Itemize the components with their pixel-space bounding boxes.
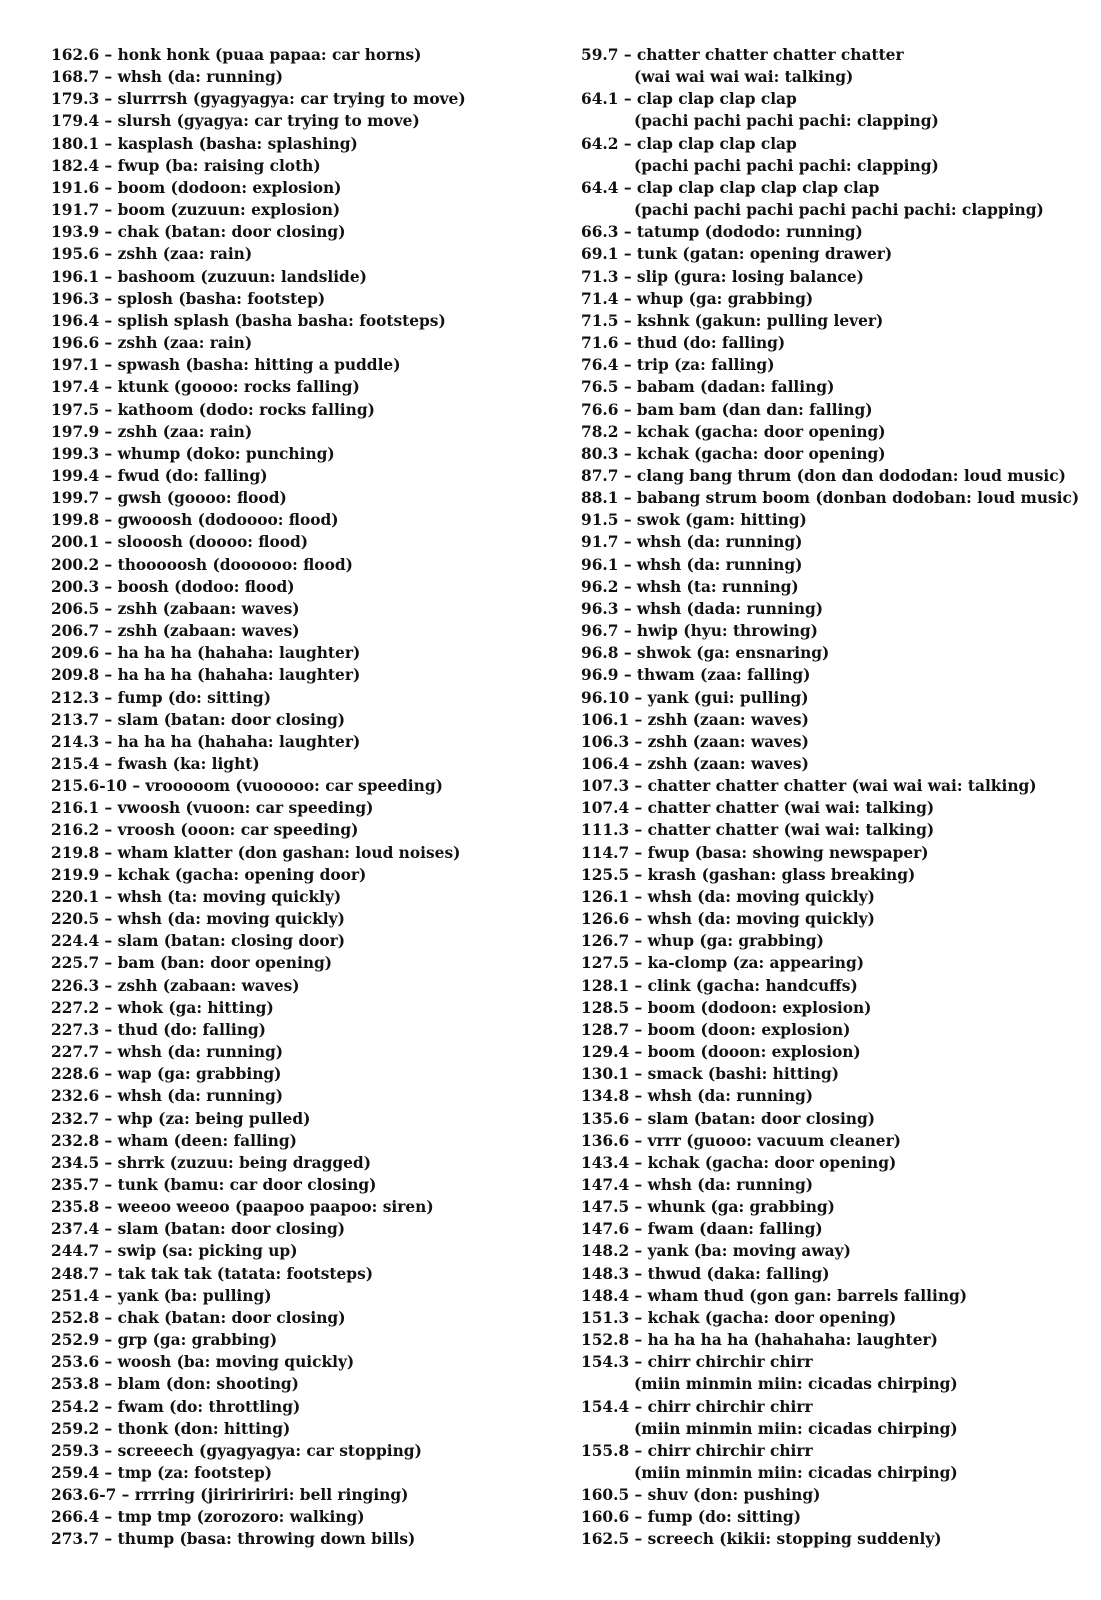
sfx-entry xyxy=(51,753,551,775)
sfx-entry-text: 127.5 – ka-clomp (za: appearing) xyxy=(581,954,864,973)
sfx-entry xyxy=(581,465,1091,487)
sfx-entry xyxy=(51,1484,551,1506)
glossary-column-right xyxy=(581,44,1091,1551)
sfx-entry xyxy=(51,1396,551,1418)
sfx-entry xyxy=(581,664,1091,686)
sfx-entry-text: 259.4 – tmp (za: footstep) xyxy=(51,1464,273,1482)
sfx-entry xyxy=(581,487,1091,509)
sfx-entry xyxy=(581,1085,1091,1107)
sfx-entry xyxy=(51,1041,551,1063)
sfx-entry xyxy=(581,1130,1091,1152)
sfx-entry-text: 199.7 – gwsh (goooo: flood) xyxy=(51,489,287,508)
sfx-entry-text: 147.6 – fwam (daan: falling) xyxy=(581,1220,823,1239)
sfx-entry-text: 244.7 – swip (sa: picking up) xyxy=(51,1242,298,1261)
sfx-entry-text: 214.3 – ha ha ha (hahaha: laughter) xyxy=(51,732,361,751)
sfx-entry-text: 148.4 – wham thud (gon gan: barrels falling) xyxy=(581,1286,968,1305)
sfx-entry-text: 88.1 – babang strum boom (donban dodoban: loud music) xyxy=(581,489,1080,508)
sfx-entry-text: 263.6-7 – rrrring (jiririririri: bell ringing) xyxy=(51,1486,409,1505)
sfx-entry xyxy=(51,133,551,155)
sfx-entry-text: 154.4 – chirr chirchir chirr xyxy=(581,1397,813,1416)
sfx-entry xyxy=(51,997,551,1019)
sfx-entry-text: 168.7 – whsh (da: running) xyxy=(51,68,284,87)
sfx-entry xyxy=(51,221,551,243)
sfx-entry xyxy=(51,1329,551,1351)
sfx-entry-text: 106.4 – zshh (zaan: waves) xyxy=(581,755,809,773)
sfx-entry xyxy=(51,930,551,952)
sfx-entry-text: 195.6 – zshh (zaa: rain) xyxy=(51,245,253,264)
sfx-entry xyxy=(581,332,1091,354)
sfx-entry xyxy=(581,620,1091,642)
sfx-entry-text: 154.3 – chirr chirchir chirr xyxy=(581,1353,813,1372)
sfx-entry xyxy=(581,376,1091,398)
sfx-entry xyxy=(51,1418,551,1440)
sfx-entry xyxy=(581,864,1091,886)
sfx-entry xyxy=(581,842,1091,864)
sfx-entry xyxy=(581,1240,1091,1262)
sfx-entry-text: 136.6 – vrrr (guooo: vacuum cleaner) xyxy=(581,1131,901,1150)
sfx-entry xyxy=(51,1130,551,1152)
sfx-entry-text: 107.3 – chatter chatter chatter (wai wai wai: talking) xyxy=(581,777,1037,796)
sfx-entry-text: 215.4 – fwash (ka: light) xyxy=(51,755,260,773)
sfx-entry xyxy=(581,886,1091,908)
sfx-entry xyxy=(581,642,1091,664)
sfx-entry-text: 200.1 – slooosh (doooo: flood) xyxy=(51,533,309,552)
sfx-entry xyxy=(581,997,1091,1019)
sfx-entry-text: 134.8 – whsh (da: running) xyxy=(581,1087,814,1106)
sfx-entry xyxy=(51,243,551,265)
sfx-entry xyxy=(51,110,551,132)
sfx-entry xyxy=(581,1440,1091,1484)
sfx-entry xyxy=(51,332,551,354)
sfx-entry xyxy=(51,487,551,509)
sfx-entry xyxy=(51,1506,551,1528)
sfx-entry xyxy=(51,1351,551,1373)
sfx-entry xyxy=(581,753,1091,775)
sfx-entry xyxy=(581,576,1091,598)
sfx-entry xyxy=(51,88,551,110)
sfx-entry-text: 148.3 – thwud (daka: falling) xyxy=(581,1264,830,1283)
sfx-entry xyxy=(581,731,1091,753)
sfx-entry-text: 232.8 – wham (deen: falling) xyxy=(51,1131,297,1150)
sfx-entry xyxy=(51,376,551,398)
sfx-entry-continuation: (pachi pachi pachi pachi: clapping) xyxy=(634,156,939,175)
sfx-entry xyxy=(51,1063,551,1085)
sfx-entry-text: 196.3 – splosh (basha: footstep) xyxy=(51,289,326,308)
sfx-entry-text: 66.3 – tatump (dododo: running) xyxy=(581,223,863,242)
sfx-entry-text: 251.4 – yank (ba: pulling) xyxy=(51,1286,272,1305)
sfx-entry xyxy=(581,598,1091,620)
sfx-entry xyxy=(51,44,551,66)
sfx-entry-text: 76.5 – babam (dadan: falling) xyxy=(581,378,835,397)
sfx-entry xyxy=(51,1019,551,1041)
sfx-entry-text: 206.7 – zshh (zabaan: waves) xyxy=(51,622,300,641)
sfx-entry-text: 227.7 – whsh (da: running) xyxy=(51,1043,284,1062)
sfx-entry-text: 213.7 – slam (batan: door closing) xyxy=(51,710,346,729)
sfx-entry xyxy=(51,598,551,620)
sfx-entry xyxy=(51,1085,551,1107)
sfx-entry-text: 209.8 – ha ha ha (hahaha: laughter) xyxy=(51,666,361,685)
sfx-entry-text: 76.6 – bam bam (dan dan: falling) xyxy=(581,400,873,419)
sfx-entry-text: 219.8 – wham klatter (don gashan: loud noises) xyxy=(51,843,461,862)
sfx-entry xyxy=(581,1152,1091,1174)
sfx-entry-text: 226.3 – zshh (zabaan: waves) xyxy=(51,976,300,995)
sfx-entry xyxy=(581,775,1091,797)
sfx-entry-text: 148.2 – yank (ba: moving away) xyxy=(581,1242,851,1261)
sfx-entry-continuation: (miin minmin miin: cicadas chirping) xyxy=(634,1419,958,1438)
sfx-entry xyxy=(51,1108,551,1130)
sfx-entry-text: 200.2 – thooooosh (doooooo: flood) xyxy=(51,555,353,574)
sfx-entry-text: 215.6-10 – vrooooom (vuooooo: car speeding) xyxy=(51,777,443,796)
sfx-entry xyxy=(51,952,551,974)
sfx-entry-text: 71.5 – kshnk (gakun: pulling lever) xyxy=(581,311,884,330)
sfx-entry xyxy=(51,1528,551,1550)
sfx-entry-text: 96.10 – yank (gui: pulling) xyxy=(581,688,809,707)
sfx-entry-text: 126.7 – whup (ga: grabbing) xyxy=(581,932,824,951)
sfx-entry xyxy=(581,266,1091,288)
sfx-entry xyxy=(51,819,551,841)
sfx-entry-text: 64.2 – clap clap clap clap xyxy=(581,134,797,153)
sfx-entry-text: 259.3 – screeech (gyagyagya: car stopping) xyxy=(51,1441,422,1460)
sfx-entry xyxy=(581,1307,1091,1329)
sfx-entry-text: 200.3 – boosh (dodoo: flood) xyxy=(51,577,295,596)
sfx-entry xyxy=(51,465,551,487)
sfx-entry-text: 220.5 – whsh (da: moving quickly) xyxy=(51,910,345,929)
sfx-entry xyxy=(51,354,551,376)
sfx-entry-text: 128.7 – boom (doon: explosion) xyxy=(581,1020,851,1039)
sfx-entry-text: 114.7 – fwup (basa: showing newspaper) xyxy=(581,843,929,862)
sfx-entry xyxy=(51,310,551,332)
sfx-entry xyxy=(51,709,551,731)
sfx-entry xyxy=(51,1240,551,1262)
sfx-entry-text: 235.8 – weeoo weeoo (paapoo paapoo: siren) xyxy=(51,1198,434,1217)
sfx-entry-text: 219.9 – kchak (gacha: opening door) xyxy=(51,865,367,884)
sfx-entry-text: 59.7 – chatter chatter chatter chatter xyxy=(581,46,904,64)
sfx-entry xyxy=(581,819,1091,841)
sfx-entry xyxy=(51,177,551,199)
sfx-entry-text: 232.7 – whp (za: being pulled) xyxy=(51,1109,311,1128)
sfx-entry xyxy=(581,88,1091,132)
sfx-entry-text: 106.3 – zshh (zaan: waves) xyxy=(581,732,809,751)
sfx-entry xyxy=(581,975,1091,997)
glossary-column-left xyxy=(51,44,551,1551)
sfx-entry-text: 111.3 – chatter chatter (wai wai: talking) xyxy=(581,821,935,840)
sfx-entry xyxy=(51,1440,551,1462)
sfx-entry-text: 152.8 – ha ha ha ha (hahahaha: laughter) xyxy=(581,1331,938,1350)
sfx-entry-text: 273.7 – thump (basa: throwing down bills) xyxy=(51,1530,416,1549)
sfx-entry xyxy=(51,886,551,908)
sfx-entry-continuation: (pachi pachi pachi pachi pachi pachi: clapping) xyxy=(634,201,1044,220)
sfx-entry-text: 64.1 – clap clap clap clap xyxy=(581,90,797,109)
sfx-entry-text: 212.3 – fump (do: sitting) xyxy=(51,688,271,707)
sfx-entry-text: 266.4 – tmp tmp (zorozoro: walking) xyxy=(51,1508,365,1527)
sfx-entry xyxy=(581,1263,1091,1285)
sfx-entry-text: 248.7 – tak tak tak (tatata: footsteps) xyxy=(51,1264,374,1283)
sfx-entry xyxy=(51,554,551,576)
sfx-entry-text: 197.1 – spwash (basha: hitting a puddle) xyxy=(51,356,401,375)
sfx-entry xyxy=(581,531,1091,553)
sfx-entry-text: 147.4 – whsh (da: running) xyxy=(581,1175,814,1194)
sfx-entry xyxy=(51,975,551,997)
sfx-entry-text: 196.1 – bashoom (zuzuun: landslide) xyxy=(51,267,367,286)
sfx-entry-text: 71.4 – whup (ga: grabbing) xyxy=(581,289,814,308)
sfx-entry xyxy=(581,1351,1091,1395)
sfx-entry xyxy=(581,1041,1091,1063)
sfx-entry-text: 96.1 – whsh (da: running) xyxy=(581,555,803,574)
sfx-entry-text: 96.2 – whsh (ta: running) xyxy=(581,577,799,596)
sfx-entry xyxy=(581,288,1091,310)
sfx-entry xyxy=(51,797,551,819)
sfx-entry xyxy=(581,310,1091,332)
sfx-entry xyxy=(51,1196,551,1218)
sfx-entry-text: 199.8 – gwooosh (dodoooo: flood) xyxy=(51,511,339,530)
sfx-entry-text: 91.7 – whsh (da: running) xyxy=(581,533,803,552)
sfx-entry xyxy=(581,177,1091,221)
sfx-entry xyxy=(581,509,1091,531)
sfx-entry xyxy=(51,399,551,421)
sfx-entry xyxy=(51,1373,551,1395)
sfx-entry-text: 155.8 – chirr chirchir chirr xyxy=(581,1441,813,1460)
sfx-entry-text: 147.5 – whunk (ga: grabbing) xyxy=(581,1198,835,1217)
sfx-entry xyxy=(51,66,551,88)
sfx-entry-text: 96.9 – thwam (zaa: falling) xyxy=(581,666,811,685)
sfx-entry-text: 91.5 – swok (gam: hitting) xyxy=(581,511,807,530)
sfx-entry-text: 191.6 – boom (dodoon: explosion) xyxy=(51,178,342,197)
sfx-entry-text: 253.6 – woosh (ba: moving quickly) xyxy=(51,1353,355,1372)
sfx-entry-text: 96.3 – whsh (dada: running) xyxy=(581,599,824,618)
sfx-entry xyxy=(581,399,1091,421)
sfx-entry xyxy=(581,952,1091,974)
sfx-entry xyxy=(581,1285,1091,1307)
sfx-entry-text: 232.6 – whsh (da: running) xyxy=(51,1087,284,1106)
sfx-entry xyxy=(581,133,1091,177)
sfx-entry-text: 182.4 – fwup (ba: raising cloth) xyxy=(51,156,321,175)
sfx-entry xyxy=(581,1396,1091,1440)
sfx-entry-text: 254.2 – fwam (do: throttling) xyxy=(51,1397,301,1416)
sfx-entry xyxy=(51,509,551,531)
sfx-entry xyxy=(51,199,551,221)
sfx-entry-text: 224.4 – slam (batan: closing door) xyxy=(51,932,346,951)
sfx-entry-text: 227.3 – thud (do: falling) xyxy=(51,1020,266,1039)
sfx-entry-text: 162.5 – screech (kikii: stopping suddenly) xyxy=(581,1530,942,1549)
sfx-entry-text: 151.3 – kchak (gacha: door opening) xyxy=(581,1308,897,1327)
sfx-entry xyxy=(581,243,1091,265)
sfx-entry xyxy=(51,421,551,443)
sfx-entry xyxy=(51,664,551,686)
sfx-entry-text: 87.7 – clang bang thrum (don dan dododan: loud music) xyxy=(581,466,1066,485)
sfx-entry xyxy=(51,842,551,864)
sfx-entry-text: 160.5 – shuv (don: pushing) xyxy=(581,1486,821,1505)
sfx-entry-text: 129.4 – boom (dooon: explosion) xyxy=(581,1043,861,1062)
sfx-entry-text: 80.3 – kchak (gacha: door opening) xyxy=(581,444,886,463)
sfx-entry-text: 64.4 – clap clap clap clap clap clap xyxy=(581,178,880,197)
sfx-entry xyxy=(581,421,1091,443)
sfx-entry xyxy=(51,1307,551,1329)
sfx-entry xyxy=(581,1506,1091,1528)
sfx-entry xyxy=(51,1263,551,1285)
sfx-entry xyxy=(51,731,551,753)
sfx-entry xyxy=(51,1218,551,1240)
sfx-entry-text: 96.7 – hwip (hyu: throwing) xyxy=(581,622,818,641)
sfx-entry-text: 235.7 – tunk (bamu: car door closing) xyxy=(51,1175,377,1194)
sfx-entry xyxy=(581,908,1091,930)
sfx-entry-text: 234.5 – shrrk (zuzuu: being dragged) xyxy=(51,1153,371,1172)
sfx-entry-text: 209.6 – ha ha ha (hahaha: laughter) xyxy=(51,644,361,663)
sfx-entry xyxy=(51,155,551,177)
sfx-entry xyxy=(581,1329,1091,1351)
sfx-entry-text: 193.9 – chak (batan: door closing) xyxy=(51,223,346,242)
sfx-entry-text: 199.3 – whump (doko: punching) xyxy=(51,444,335,463)
sfx-entry-text: 125.5 – krash (gashan: glass breaking) xyxy=(581,865,916,884)
sfx-entry xyxy=(581,1063,1091,1085)
sfx-entry-text: 196.6 – zshh (zaa: rain) xyxy=(51,334,253,353)
sfx-entry-text: 179.3 – slurrrsh (gyagyagya: car trying to move) xyxy=(51,90,466,109)
sfx-entry-text: 252.9 – grp (ga: grabbing) xyxy=(51,1331,278,1350)
sfx-entry-continuation: (miin minmin miin: cicadas chirping) xyxy=(634,1464,958,1482)
sfx-entry xyxy=(51,266,551,288)
sfx-entry-text: 227.2 – whok (ga: hitting) xyxy=(51,998,274,1017)
sfx-entry-text: 206.5 – zshh (zabaan: waves) xyxy=(51,599,300,618)
sfx-entry-text: 96.8 – shwok (ga: ensnaring) xyxy=(581,644,830,663)
sfx-entry xyxy=(581,354,1091,376)
sfx-entry-text: 126.1 – whsh (da: moving quickly) xyxy=(581,887,875,906)
sfx-entry xyxy=(581,1174,1091,1196)
sfx-entry-text: 130.1 – smack (bashi: hitting) xyxy=(581,1065,840,1084)
sfx-entry xyxy=(51,908,551,930)
sfx-entry-text: 143.4 – kchak (gacha: door opening) xyxy=(581,1153,897,1172)
sfx-entry-text: 126.6 – whsh (da: moving quickly) xyxy=(581,910,875,929)
sfx-entry-text: 252.8 – chak (batan: door closing) xyxy=(51,1308,346,1327)
sfx-entry-text: 197.5 – kathoom (dodo: rocks falling) xyxy=(51,400,375,419)
sfx-entry xyxy=(51,1285,551,1307)
sfx-entry xyxy=(51,1152,551,1174)
sfx-entry-text: 179.4 – slursh (gyagya: car trying to move) xyxy=(51,112,420,131)
sfx-entry xyxy=(51,531,551,553)
sfx-entry-text: 71.3 – slip (gura: losing balance) xyxy=(581,267,864,286)
sfx-entry-text: 71.6 – thud (do: falling) xyxy=(581,334,786,353)
sfx-entry-text: 135.6 – slam (batan: door closing) xyxy=(581,1109,876,1128)
sfx-entry xyxy=(581,1196,1091,1218)
sfx-entry-continuation: (pachi pachi pachi pachi: clapping) xyxy=(634,112,939,131)
sfx-entry-text: 259.2 – thonk (don: hitting) xyxy=(51,1419,291,1438)
sfx-entry-text: 199.4 – fwud (do: falling) xyxy=(51,466,268,485)
sfx-entry-text: 216.1 – vwoosh (vuoon: car speeding) xyxy=(51,799,374,818)
sfx-entry xyxy=(51,288,551,310)
sfx-entry-text: 128.5 – boom (dodoon: explosion) xyxy=(581,998,872,1017)
sfx-entry-text: 76.4 – trip (za: falling) xyxy=(581,356,775,375)
sfx-entry-text: 162.6 – honk honk (puaa papaa: car horns) xyxy=(51,46,422,64)
sfx-entry xyxy=(581,1484,1091,1506)
sfx-entry-text: 216.2 – vroosh (ooon: car speeding) xyxy=(51,821,359,840)
sfx-entry-text: 128.1 – clink (gacha: handcuffs) xyxy=(581,976,858,995)
sfx-entry-text: 237.4 – slam (batan: door closing) xyxy=(51,1220,346,1239)
sfx-entry xyxy=(581,221,1091,243)
sfx-entry xyxy=(51,775,551,797)
sfx-entry xyxy=(581,1108,1091,1130)
sfx-entry xyxy=(51,642,551,664)
sfx-entry-text: 253.8 – blam (don: shooting) xyxy=(51,1375,299,1394)
sfx-entry-text: 106.1 – zshh (zaan: waves) xyxy=(581,710,809,729)
sfx-entry-text: 197.4 – ktunk (goooo: rocks falling) xyxy=(51,378,360,397)
sfx-entry xyxy=(51,443,551,465)
sfx-entry xyxy=(581,1528,1091,1550)
sfx-entry-text: 220.1 – whsh (ta: moving quickly) xyxy=(51,887,342,906)
sfx-entry-text: 225.7 – bam (ban: door opening) xyxy=(51,954,333,973)
sfx-entry-text: 180.1 – kasplash (basha: splashing) xyxy=(51,134,358,153)
sfx-entry-text: 197.9 – zshh (zaa: rain) xyxy=(51,422,253,441)
sfx-entry xyxy=(581,1218,1091,1240)
sfx-entry-text: 107.4 – chatter chatter (wai wai: talking) xyxy=(581,799,935,818)
sfx-entry xyxy=(581,1019,1091,1041)
sfx-entry-text: 191.7 – boom (zuzuun: explosion) xyxy=(51,201,341,220)
sfx-entry xyxy=(51,576,551,598)
sfx-entry xyxy=(51,687,551,709)
sfx-entry-text: 69.1 – tunk (gatan: opening drawer) xyxy=(581,245,893,264)
sfx-entry xyxy=(581,443,1091,465)
sfx-entry xyxy=(581,709,1091,731)
sfx-entry xyxy=(51,1462,551,1484)
sfx-entry-continuation: (miin minmin miin: cicadas chirping) xyxy=(634,1375,958,1394)
sfx-entry-text: 160.6 – fump (do: sitting) xyxy=(581,1508,801,1527)
sfx-entry-text: 196.4 – splish splash (basha basha: footsteps) xyxy=(51,311,446,330)
sfx-entry xyxy=(581,44,1091,88)
sfx-entry-continuation: (wai wai wai wai: talking) xyxy=(634,68,854,87)
sfx-entry xyxy=(51,1174,551,1196)
sfx-entry xyxy=(581,554,1091,576)
sfx-entry-text: 78.2 – kchak (gacha: door opening) xyxy=(581,422,886,441)
sfx-entry xyxy=(581,930,1091,952)
sfx-entry xyxy=(51,864,551,886)
sfx-entry xyxy=(581,687,1091,709)
sfx-entry-text: 228.6 – wap (ga: grabbing) xyxy=(51,1065,282,1084)
sfx-entry xyxy=(51,620,551,642)
sfx-entry xyxy=(581,797,1091,819)
